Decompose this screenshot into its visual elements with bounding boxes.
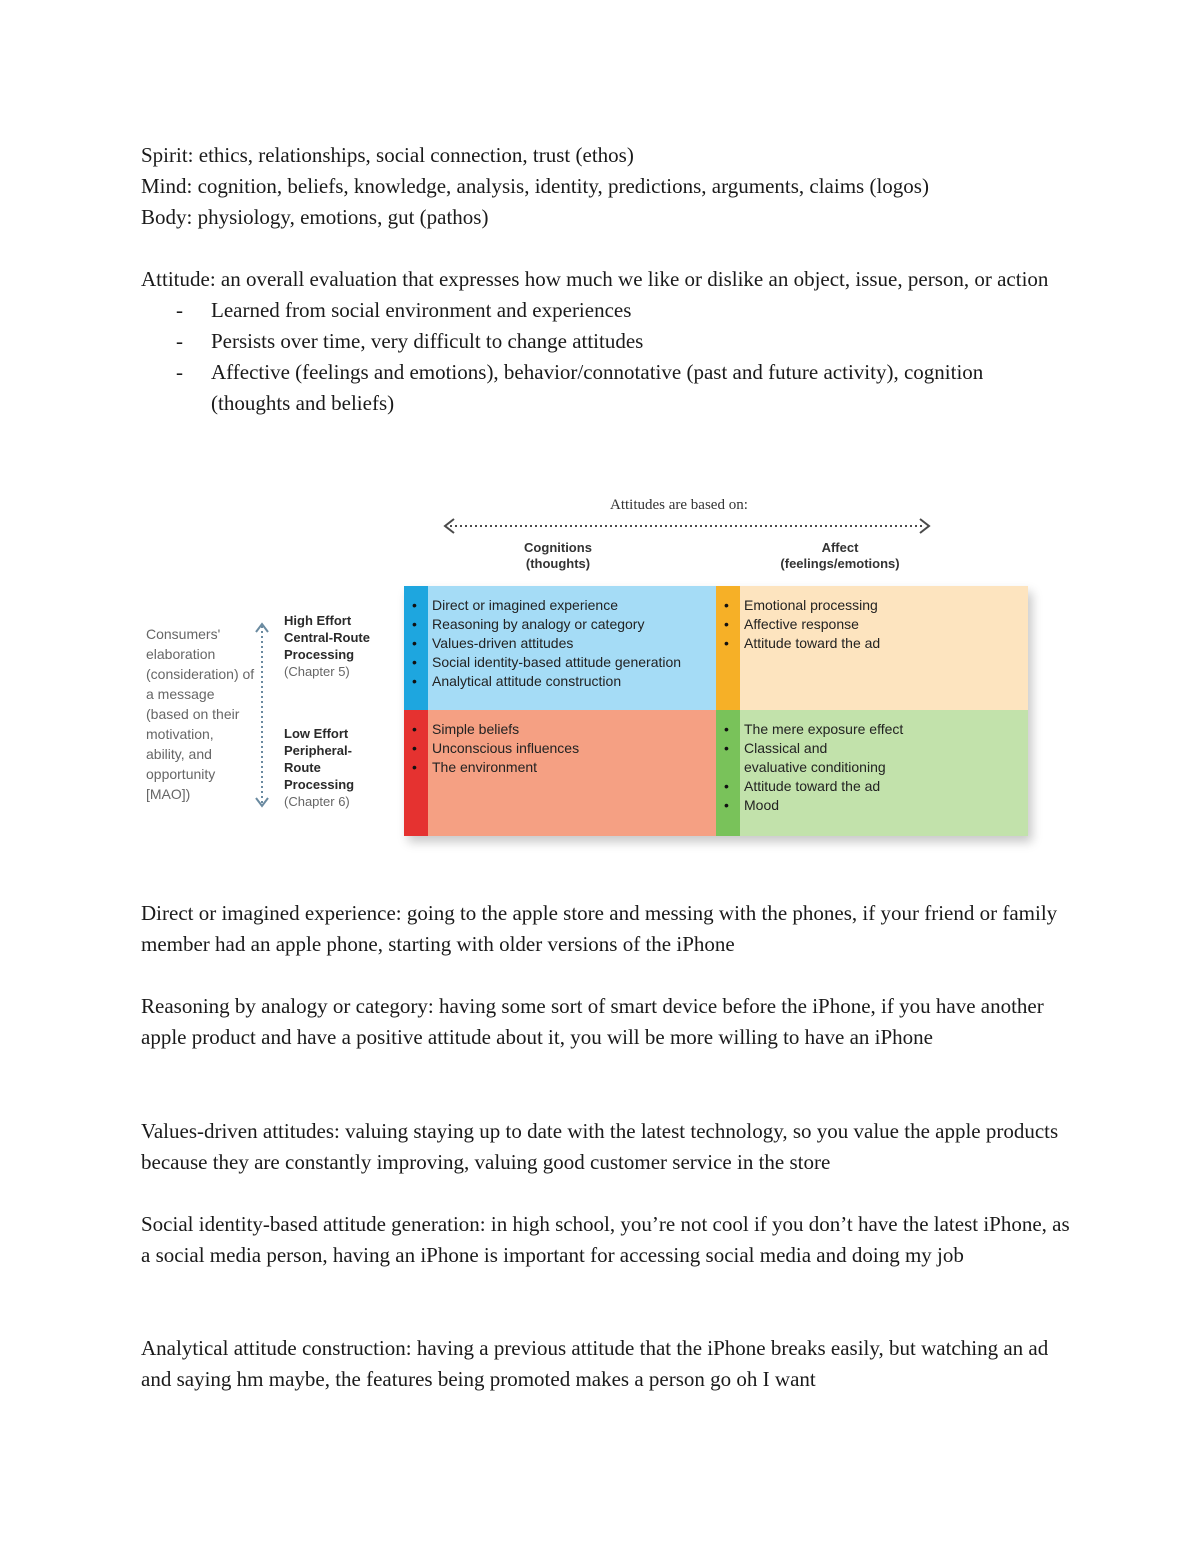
low-effort-cognitions-cell <box>404 710 716 836</box>
dash-marker: - <box>176 329 183 353</box>
high-effort-label <box>284 612 384 680</box>
cognitions-header: Cognitions (thoughts) <box>524 540 592 571</box>
elaboration-label: Consumers' elaboration (consideration) of a message (based on their motivation, ability, and opportunity [MAO]) <box>146 626 255 802</box>
attitude-bullet-text: Learned from social environment and experiences <box>211 298 632 322</box>
cell-item: • The mere exposure effect <box>744 720 1020 739</box>
cell-item: • Social identity-based attitude generation <box>432 653 708 672</box>
low-effort-title: Low Effort Peripheral-Route Processing <box>284 726 355 792</box>
attitude-definition: Attitude: an overall evaluation that expresses how much we like or dislike an object, issue, person, or action <box>141 267 1049 291</box>
affect-header: Affect (feelings/emotions) <box>780 540 900 571</box>
diagram-title: Attitudes are based on: <box>610 497 748 513</box>
high-effort-title: High Effort Central-Route Processing <box>284 613 370 662</box>
low-effort-affect-cell <box>716 710 1028 836</box>
horizontal-double-arrow-icon <box>442 516 932 536</box>
spirit-line: Spirit: ethics, relationships, social connection, trust (ethos) <box>141 143 634 167</box>
note-analytical: Analytical attitude construction: having a previous attitude that the iPhone breaks easily, but watching an ad and saying hm maybe, the features being promoted makes a person go oh I want <box>141 1336 1049 1391</box>
cell-item: • Unconscious influences <box>432 739 708 758</box>
low-effort-chapter: (Chapter 6) <box>284 794 350 809</box>
attitude-bullet-list <box>141 295 1071 419</box>
attitude-section <box>141 264 1071 419</box>
cell-item: • Values-driven attitudes <box>432 634 708 653</box>
note-direct-experience: Direct or imagined experience: going to the apple store and messing with the phones, if your friend or family member had an apple phone, starting with older versions of the iPhone <box>141 901 1058 956</box>
dash-marker: - <box>176 298 183 322</box>
high-effort-affect-cell <box>716 586 1028 710</box>
cell-item: • Classical and evaluative conditioning <box>744 739 894 777</box>
dash-marker: - <box>176 360 183 384</box>
attitude-bullet-text: Persists over time, very difficult to change attitudes <box>211 329 644 353</box>
note-reasoning-analogy: Reasoning by analogy or category: having some sort of smart device before the iPhone, if you have another apple product and have a positive attitude about it, you will be more willing to have an iPhone <box>141 994 1044 1049</box>
cell-item: • Affective response <box>744 615 1020 634</box>
attitude-bullet-text: Affective (feelings and emotions), behavior/connotative (past and future activity), cognition (thoughts and beliefs) <box>211 360 984 415</box>
cell-item: • Emotional processing <box>744 596 1020 615</box>
attitudes-diagram <box>140 490 1040 850</box>
vertical-double-arrow-icon <box>254 620 270 810</box>
cell-item: • Attitude toward the ad <box>744 634 1020 653</box>
high-effort-chapter: (Chapter 5) <box>284 664 350 679</box>
cell-item: • Mood <box>744 796 1020 815</box>
note-values-driven: Values-driven attitudes: valuing staying up to date with the latest technology, so you value the apple products because they are constantly improving, valuing good customer service in the store <box>141 1119 1059 1174</box>
body-line: Body: physiology, emotions, gut (pathos) <box>141 205 489 229</box>
high-effort-cognitions-cell <box>404 586 716 710</box>
attitude-grid <box>404 586 1028 836</box>
cell-item: • Reasoning by analogy or category <box>432 615 708 634</box>
cell-item: • Analytical attitude construction <box>432 672 708 691</box>
cell-item: • Attitude toward the ad <box>744 777 1020 796</box>
mind-line: Mind: cognition, beliefs, knowledge, analysis, identity, predictions, arguments, claims (logos) <box>141 174 929 198</box>
attitude-bullet <box>141 357 1071 419</box>
attitude-bullet <box>141 326 1071 357</box>
note-social-identity: Social identity-based attitude generation: in high school, you’re not cool if you don’t have the latest iPhone, as a social media person, having an iPhone is important for accessing social media and doing my job <box>141 1212 1070 1267</box>
cell-item: • The environment <box>432 758 708 777</box>
cell-item: • Simple beliefs <box>432 720 708 739</box>
pillars-section <box>141 140 1071 233</box>
attitude-bullet <box>141 295 1071 326</box>
cell-item: • Direct or imagined experience <box>432 596 708 615</box>
low-effort-label <box>284 725 384 810</box>
